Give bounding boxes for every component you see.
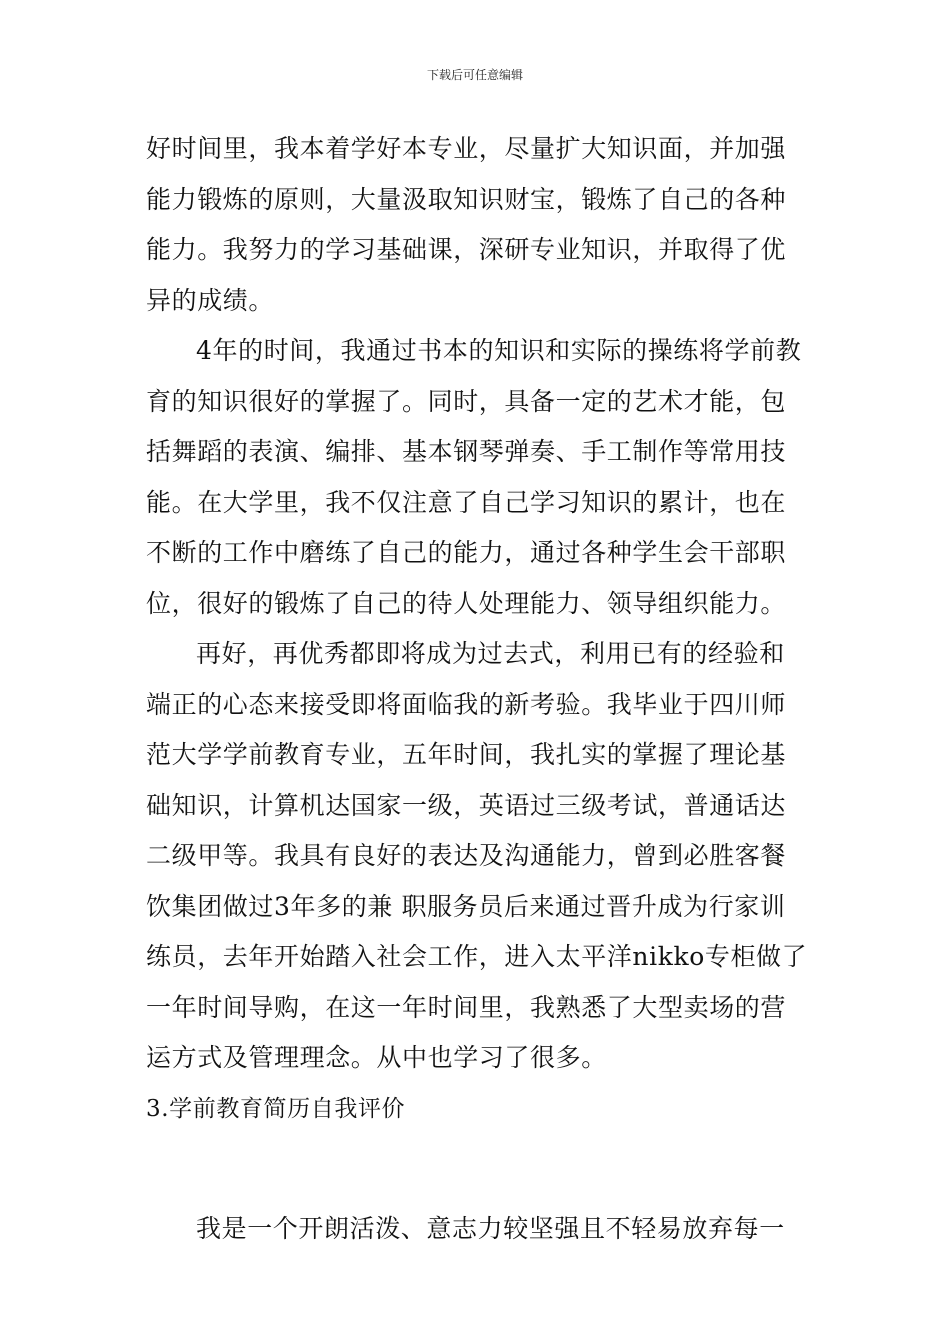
text-line: 再好，再优秀都即将成为过去式，利用已有的经验和 [196, 639, 785, 668]
document-body [146, 124, 806, 1255]
text-line: 二级甲等。我具有良好的表达及沟通能力，曾到必胜客餐 [146, 841, 787, 870]
page-header-note: 下载后可任意编辑 [426, 68, 523, 82]
text-line: 4年的时间，我通过书本的知识和实际的操练将学前教 [196, 336, 802, 365]
text-line: 不断的工作中磨练了自己的能力，通过各种学生会干部职 [146, 538, 787, 567]
text-line: 运方式及管理理念。从中也学习了很多。 [146, 1043, 607, 1072]
text-line: 括舞蹈的表演、编排、基本钢琴弹奏、手工制作等常用技 [146, 437, 787, 466]
text-line: 能。在大学里，我不仅注意了自己学习知识的累计，也在 [146, 487, 787, 517]
text-line: 端正的心态来接受即将面临我的新考验。我毕业于四川师 [146, 689, 787, 719]
text-line: 位，很好的锻炼了自己的待人处理能力、领导组织能力。 [146, 588, 787, 618]
paragraph-4 [146, 1204, 806, 1255]
text-line: 好时间里，我本着学好本专业，尽量扩大知识面，并加强 [146, 134, 787, 163]
text-line: 范大学学前教育专业，五年时间，我扎实的掌握了理论基 [146, 740, 787, 769]
text-line: 能力。我努力的学习基础课，深研专业知识，并取得了优 [146, 235, 787, 264]
text-line: 能力锻炼的原则，大量汲取知识财宝，锻炼了自己的各种 [146, 184, 787, 214]
paragraph-3 [146, 629, 806, 1084]
paragraph-1 [146, 124, 806, 326]
text-line: 育的知识很好的掌握了。同时，具备一定的艺术才能，包 [146, 386, 787, 416]
paragraph-2 [146, 326, 806, 629]
text-line: 练员，去年开始踏入社会工作，进入太平洋nikko专柜做了 [146, 942, 808, 971]
text-line: 我是一个开朗活泼、意志力较坚强且不轻易放弃每一 [196, 1214, 785, 1243]
spacer [146, 1134, 806, 1204]
text-line: 础知识，计算机达国家一级，英语过三级考试，普通话达 [146, 790, 787, 820]
text-line: 异的成绩。 [146, 285, 275, 315]
section-heading: 3.学前教育简历自我评价 [146, 1095, 406, 1122]
text-line: 饮集团做过3年多的兼 职服务员后来通过晋升成为行家训 [146, 891, 786, 921]
text-line: 一年时间导购，在这一年时间里，我熟悉了大型卖场的营 [146, 992, 787, 1022]
